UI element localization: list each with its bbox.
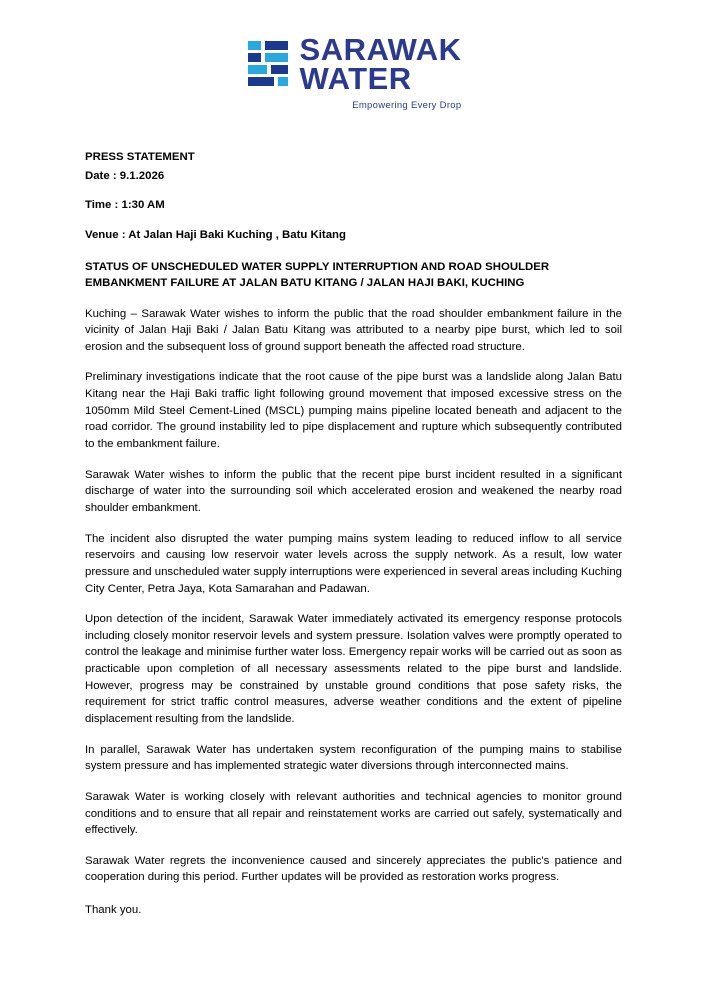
logo-tagline: Empowering Every Drop: [352, 100, 462, 112]
logo-wordmark: [299, 32, 462, 96]
logo-inner: [246, 32, 462, 112]
logo-block: [85, 0, 622, 111]
sarawak-water-logo-icon: [246, 39, 290, 91]
logo-word-sarawak: SARAWAK: [299, 32, 462, 67]
paragraph-3: Sarawak Water wishes to inform the public that the recent pipe burst incident resulted in a significant discharge of water into the surrounding soil which accelerated erosion and weakened the nearby road shoulder embankment.: [85, 468, 622, 514]
paragraph-6: In parallel, Sarawak Water has undertaken system reconfiguration of the pumping mains to stabilise system pressure and has implemented strategic water diversions through interconnected mains.: [85, 743, 622, 773]
paragraph-1: Kuching – Sarawak Water wishes to inform the public that the road shoulder embankment failure in the vicinity of Jalan Haji Baki / Jalan Batu Kitang was attributed to a nearby pipe burst, which led to soil erosion and the subsequent loss of ground support beneath the affected road structure.: [85, 307, 622, 353]
page-title: STATUS OF UNSCHEDULED WATER SUPPLY INTERRUPTION AND ROAD SHOULDER EMBANKMENT FAILURE AT JALAN BATU KITANG / JALAN HAJI BAKI, KUCHING: [85, 261, 550, 290]
paragraph-7: Sarawak Water is working closely with relevant authorities and technical agencies to monitor ground conditions and to ensure that all repair and reinstatement works are carried out safely, systematically and effectively.: [85, 790, 622, 837]
paragraph-8: Sarawak Water regrets the inconvenience caused and sincerely appreciates the public's patience and cooperation during this period. Further updates will be provided as restoration works progress.: [85, 854, 622, 884]
press-statement-label: PRESS STATEMENT: [85, 151, 195, 164]
paragraph-4: The incident also disrupted the water pumping mains system leading to reduced inflow to all service reservoirs and causing low reservoir water levels across the supply network. As a result, low water pressure and unscheduled water supply interruptions were experienced in several areas including Kuching City Center, Petra Jaya, Kota Samarahan and Padawan.: [85, 532, 622, 595]
statement-venue: Venue : At Jalan Haji Baki Kuching , Batu Kitang: [85, 228, 346, 241]
statement-date: Date : 9.1.2026: [85, 169, 165, 182]
paragraph-2: Preliminary investigations indicate that the root cause of the pipe burst was a landslide along Jalan Batu Kitang near the Haji Baki traffic light following ground movement that imposed excessive stress on the 1050mm Mild Steel Cement-Lined (MSCL) pumping mains pipeline located beneath and adjacent to the road corridor. The ground instability led to pipe displacement and rupture which subsequently contributed to the embankment failure.: [85, 371, 622, 451]
document-body: [85, 149, 622, 919]
logo-word-water: WATER: [299, 60, 412, 96]
logo-row: [246, 32, 462, 96]
paragraph-5: Upon detection of the incident, Sarawak Water immediately activated its emergency response protocols including closely monitor reservoir levels and system pressure. Isolation valves were promptly operated to control the leakage and minimise further water loss. Emergency repair works will be carried out as soon as practicable upon completion of all necessary assessments related to the pipe burst and landslide. However, progress may be constrained by unstable ground conditions that pose safety risks, the requirement for strict traffic control measures, adverse weather conditions and the extent of pipeline displacement resulting from the landslide.: [85, 613, 622, 725]
statement-time: Time : 1:30 AM: [85, 199, 165, 212]
closing-line: Thank you.: [85, 904, 142, 917]
